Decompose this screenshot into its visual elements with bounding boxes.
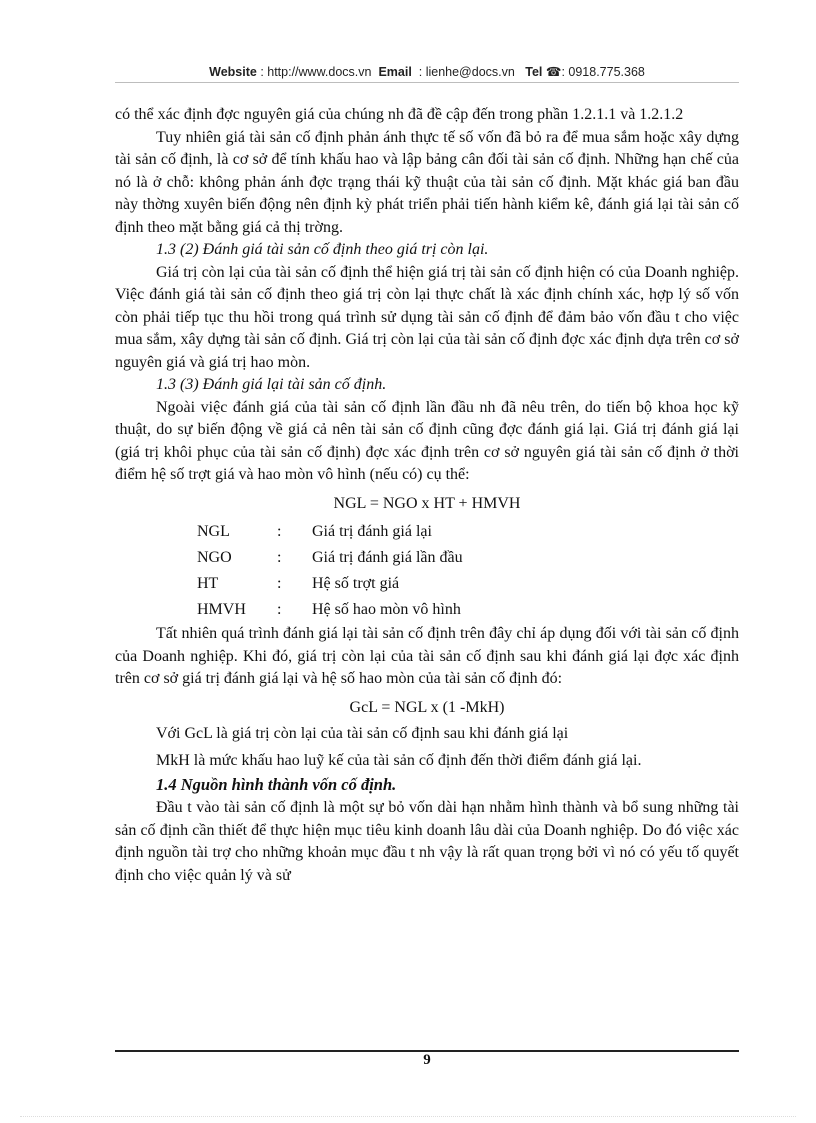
definition-colon: :	[277, 523, 282, 540]
definition-symbol: HT	[197, 575, 219, 592]
definition-row	[197, 597, 739, 623]
header-divider	[115, 82, 739, 83]
website-value: : http://www.docs.vn	[260, 65, 372, 79]
page-edge-dots	[20, 1116, 796, 1117]
email-value: : lienhe@docs.vn	[418, 65, 515, 79]
definition-text: Giá trị đánh giá lần đầu	[312, 549, 463, 566]
website-label: Website	[209, 65, 257, 79]
definition-row	[197, 519, 739, 545]
paragraph-2: Tuy nhiên giá tài sản cố định phản ánh thực tế số vốn đã bỏ ra để mua sắm hoặc xây dựng tài sản cố định, là cơ sở để tính khấu hao và lập bảng cân đối tài sản cố định. Những hạn chế của nó là ở chỗ: không phản ánh đợc trạng thái kỹ thuật của tài sản cố định. Mặt khác giá ban đầu này thờng xuyên biến động nên định kỳ phát triển phải tiến hành kiểm kê, đánh giá lại tài sản cố định theo mặt bằng giá cả thị trờng.	[115, 128, 739, 236]
email-label: Email	[378, 65, 412, 79]
paragraph-7: MkH là mức khấu hao luỹ kế của tài sản cố định đến thời điểm đánh giá lại.	[156, 751, 642, 769]
page-content	[115, 104, 739, 887]
definition-text: Hệ số trợt giá	[312, 575, 400, 592]
page-number: 9	[423, 1052, 431, 1068]
definition-text: Giá trị đánh giá lại	[312, 523, 432, 540]
tel-value: : 0918.775.368	[561, 65, 645, 79]
definition-symbol: HMVH	[197, 601, 246, 618]
definition-colon: :	[277, 601, 282, 618]
page-header	[115, 64, 739, 79]
definition-row	[197, 545, 739, 571]
paragraph-6: Với GcL là giá trị còn lại của tài sản cố định sau khi đánh giá lại	[156, 725, 569, 742]
definition-list	[197, 519, 739, 623]
phone-icon: ☎	[545, 65, 562, 79]
formula-gcl: GcL = NGL x (1 -MkH)	[349, 698, 505, 716]
definition-colon: :	[277, 575, 282, 592]
definition-text: Hệ số hao mòn vô hình	[312, 601, 461, 618]
subheading-1-3-2: 1.3 (2) Đánh giá tài sản cố định theo giá trị còn lại.	[156, 241, 489, 258]
definition-row	[197, 571, 739, 597]
paragraph-1: có thể xác định đợc nguyên giá của chúng nh đã đề cập đến trong phần 1.2.1.1 và 1.2.1.2	[115, 106, 684, 123]
definition-symbol: NGO	[197, 549, 232, 566]
definition-colon: :	[277, 549, 282, 566]
paragraph-3: Giá trị còn lại của tài sản cố định thể hiện giá trị tài sản cố định hiện có của Doanh nghiệp. Việc đánh giá tài sản cố định theo giá trị còn lại thực chất là xác định chính xác, hợp lý số vốn còn phải tiếp tục thu hồi trong quá trình sử dụng tài sản cố định để đảm bảo vốn đầu t cho việc mua sắm, xây dựng tài sản cố định. Giá trị còn lại của tài sản cố định đợc xác định dựa trên cơ sở nguyên giá và giá trị hao mòn.	[115, 263, 739, 371]
subheading-1-3-3: 1.3 (3) Đánh giá lại tài sản cố định.	[156, 376, 387, 393]
heading-1-4: 1.4 Nguồn hình thành vốn cố định.	[156, 775, 397, 794]
formula-ngl: NGL = NGO x HT + HMVH	[333, 494, 521, 512]
definition-symbol: NGL	[197, 523, 230, 540]
paragraph-8: Đầu t vào tài sản cố định là một sự bỏ vốn dài hạn nhằm hình thành và bổ sung những tài sản cố định cần thiết để thực hiện mục tiêu kinh doanh lâu dài của Doanh nghiệp. Do đó việc xác định nguồn tài trợ cho những khoản mục đầu t nh vậy là rất quan trọng bởi vì nó có yếu tố quyết định cho việc quản lý và sử	[115, 799, 739, 884]
paragraph-4: Ngoài việc đánh giá của tài sản cố định lần đầu nh đã nêu trên, do tiến bộ khoa học kỹ thuật, do sự biến động về giá cả nên tài sản cố định cũng đợc đánh giá lại. Giá trị đánh giá lại (giá trị khôi phục của tài sản cố định) đợc xác định trên cơ sở nguyên giá tài sản cố định ở thời điểm hệ số trợt giá và hao mòn vô hình (nếu có) cụ thể:	[115, 398, 739, 483]
paragraph-5: Tất nhiên quá trình đánh giá lại tài sản cố định trên đây chỉ áp dụng đối với tài sản cố định của Doanh nghiệp. Khi đó, giá trị còn lại của tài sản cố định sau khi đánh giá lại đợc xác định trên cơ sở giá trị đánh giá lại và hệ số hao mòn của tài sản cố định đó:	[115, 625, 739, 687]
tel-label: Tel	[525, 65, 543, 79]
